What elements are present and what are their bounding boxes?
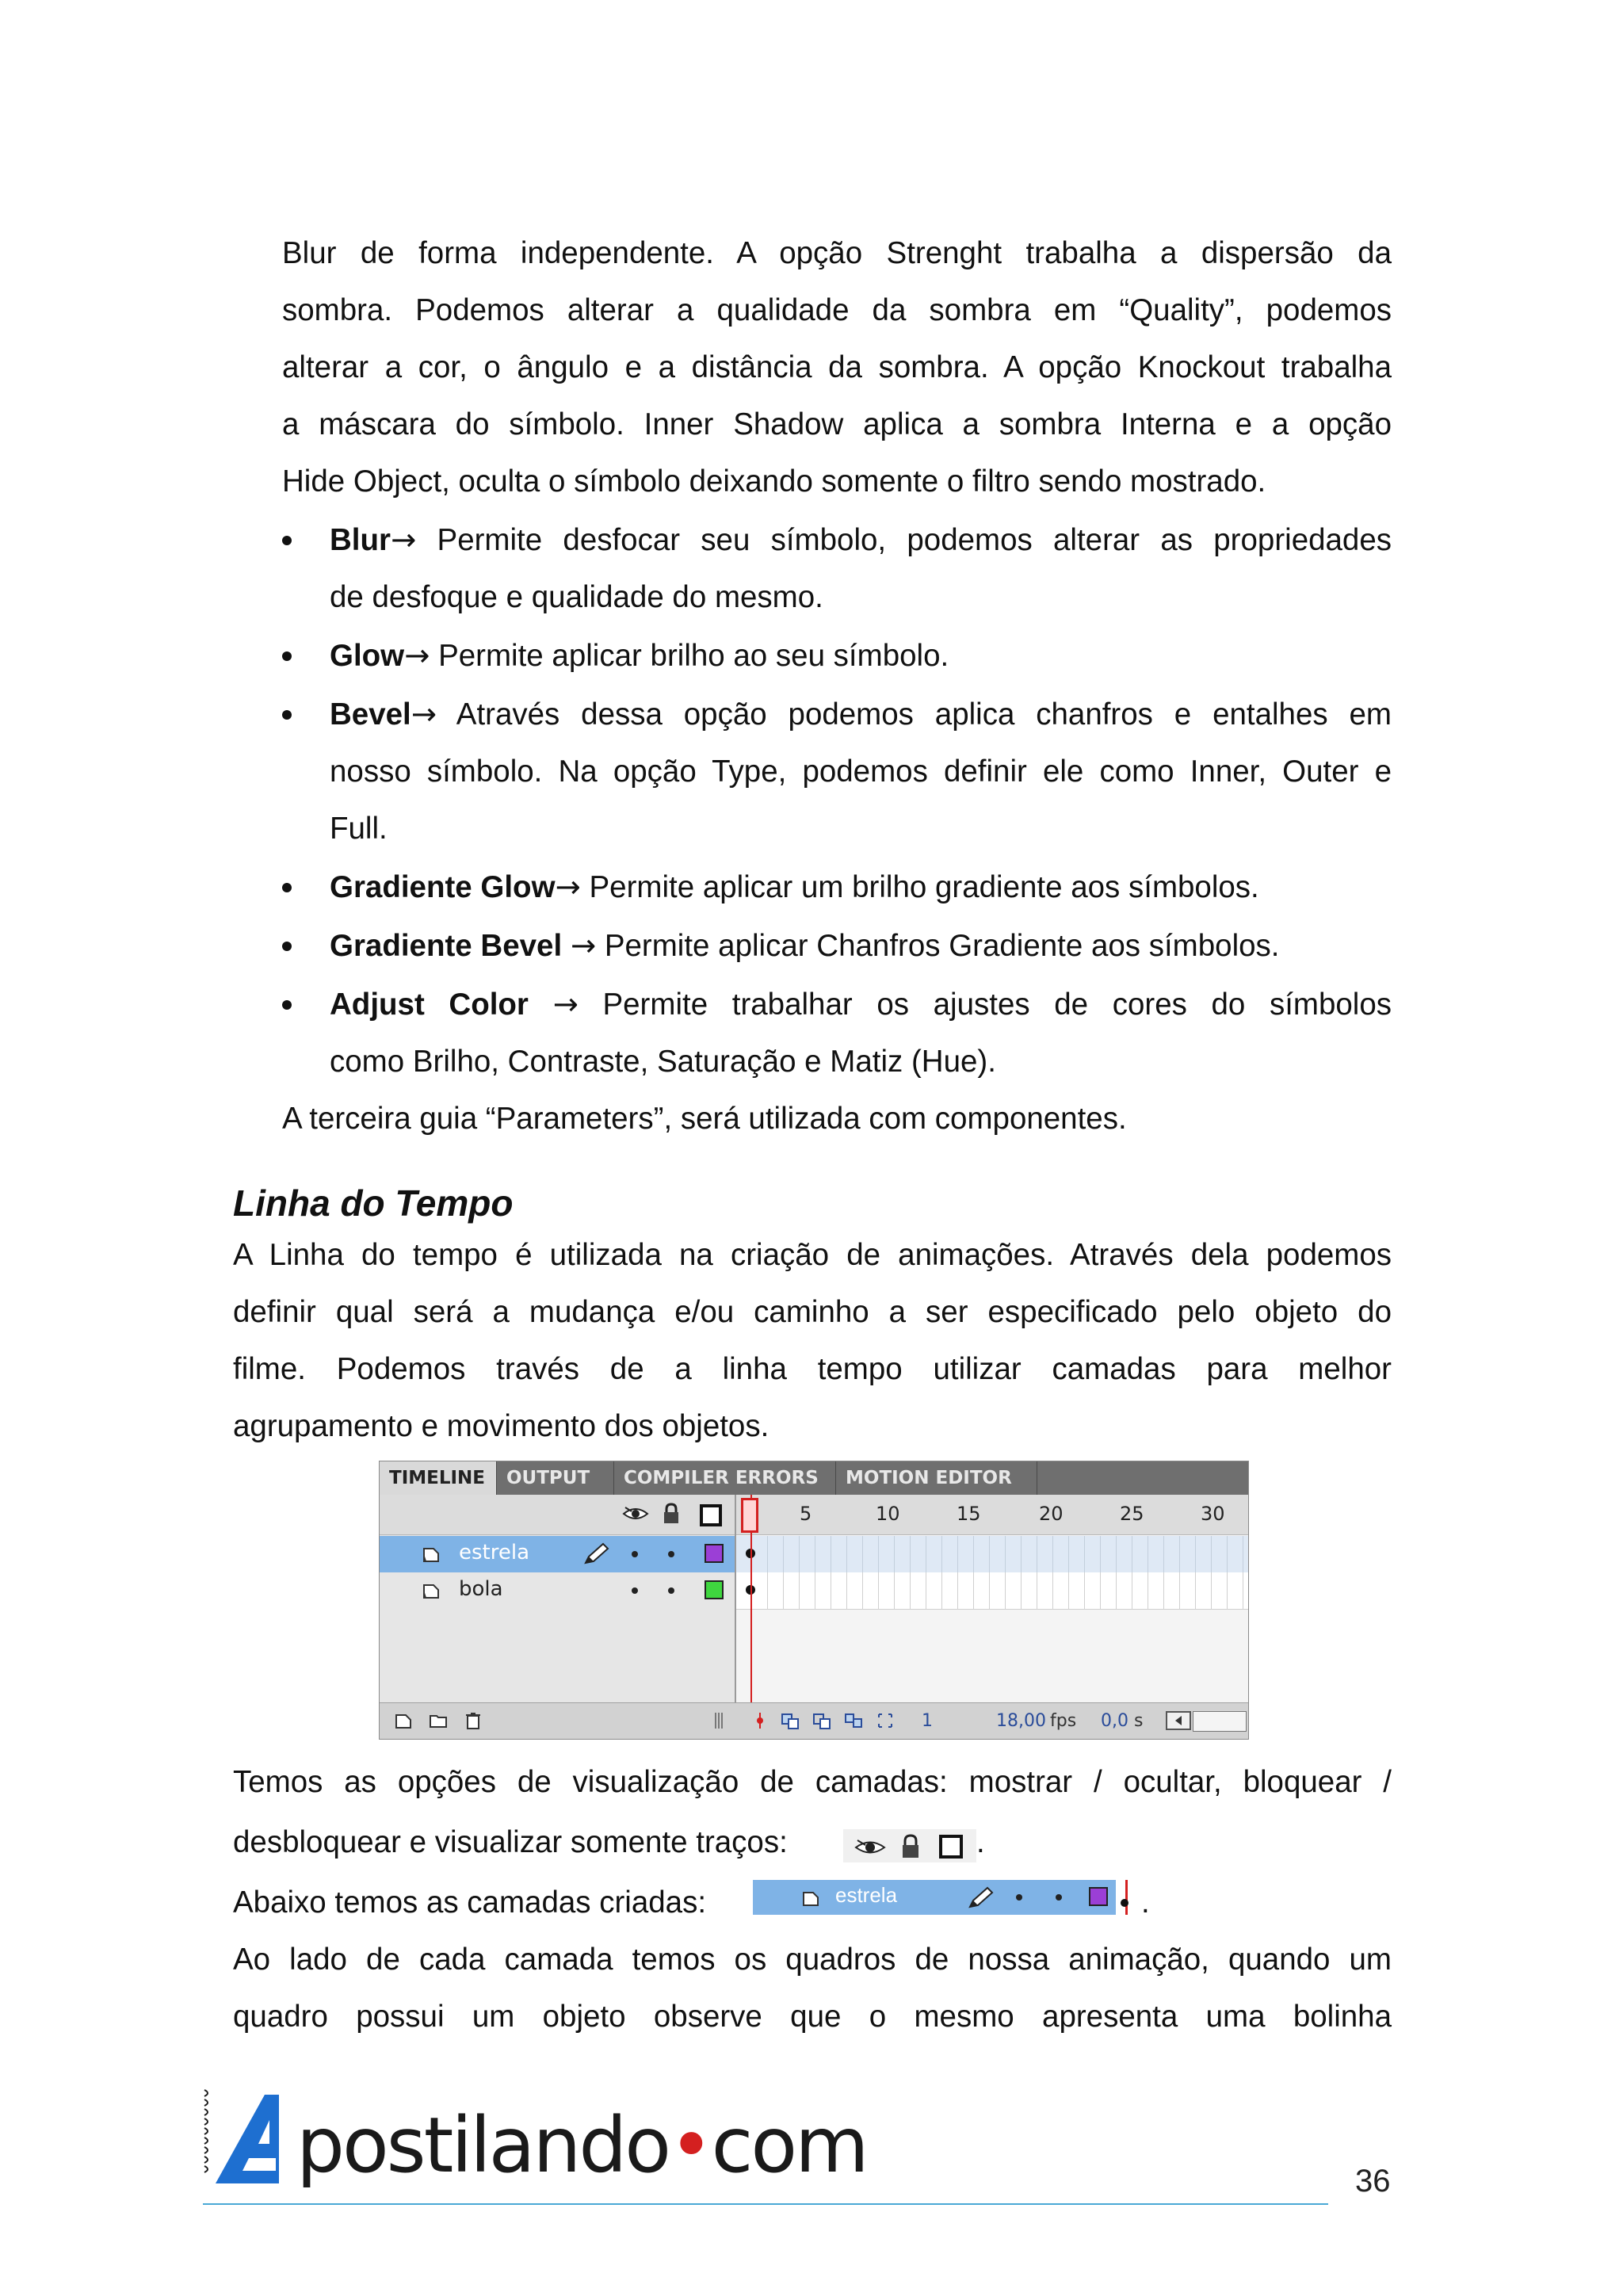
- inline-layer-row: [753, 1880, 1140, 1915]
- layer-color-swatch[interactable]: [705, 1544, 724, 1563]
- layer-color-swatch: [1089, 1887, 1108, 1906]
- layer-color-swatch[interactable]: [705, 1580, 724, 1599]
- edit-multiple-frames-icon[interactable]: [844, 1711, 863, 1730]
- trash-icon[interactable]: [464, 1711, 483, 1730]
- bullet-gradient-bevel: [282, 918, 1392, 975]
- after-line-1: Temos as opções de visualização de camadas: mostrar / ocultar, bloquear /: [233, 1765, 1392, 1799]
- bullet-term: Bevel: [330, 697, 411, 732]
- frame-number: 10: [876, 1503, 900, 1525]
- frame-number: 20: [1039, 1503, 1064, 1525]
- frame-row-estrela[interactable]: [736, 1536, 1248, 1573]
- layer-name: bola: [459, 1577, 503, 1601]
- frame-cell: [1116, 1880, 1140, 1915]
- bullet-line: [330, 686, 1392, 743]
- visibility-dot[interactable]: [632, 1551, 638, 1557]
- tab-timeline[interactable]: TIMELINE: [380, 1461, 497, 1495]
- after-line-5: quadro possui um objeto observe que o mesmo apresenta uma bolinha: [233, 2000, 1392, 2034]
- bullet-line: Full.: [330, 812, 388, 846]
- tab-compiler-errors[interactable]: COMPILER ERRORS: [614, 1461, 836, 1495]
- after-line-2-period: .: [976, 1825, 985, 1859]
- scroll-left-icon[interactable]: [1166, 1711, 1191, 1730]
- postilando-logo: [203, 2088, 867, 2199]
- after-line-2: [233, 1814, 1392, 1871]
- lock-icon: [900, 1834, 921, 1859]
- arrow-icon: →: [552, 987, 579, 1022]
- onion-skin-icon[interactable]: [781, 1711, 800, 1730]
- eye-icon: [854, 1837, 886, 1858]
- layer-icon: [422, 1582, 440, 1599]
- lock-dot[interactable]: [668, 1551, 674, 1557]
- bullet-blur: [282, 512, 1392, 631]
- lock-icon[interactable]: [662, 1503, 681, 1525]
- bullet-desc: Permite aplicar Chanfros Gradiente aos símbolos.: [604, 929, 1280, 963]
- bullet-desc: Permite desfocar seu símbolo, podemos alterar as propriedades: [437, 523, 1392, 557]
- timeline-tabbar: [380, 1461, 1248, 1495]
- bullet-line: [330, 918, 1392, 975]
- frame-number: 5: [800, 1503, 812, 1525]
- intro-line-4: a máscara do símbolo. Inner Shadow aplica a sombra Interna e a opção: [282, 407, 1392, 441]
- outline-icon[interactable]: [700, 1504, 722, 1526]
- playhead-line: [1125, 1880, 1128, 1915]
- after-line-3-text: Abaixo temos as camadas criadas:: [233, 1885, 707, 1920]
- logo-wordmark: [296, 2101, 867, 2190]
- footer-rule: [203, 2203, 1328, 2205]
- section-line-4: agrupamento e movimento dos objetos.: [233, 1409, 769, 1443]
- horizontal-scrollbar[interactable]: [1193, 1711, 1247, 1732]
- bullet-line: [330, 512, 1392, 569]
- visibility-dot: [1016, 1894, 1022, 1901]
- layer-icon: [422, 1545, 440, 1563]
- elapsed-time-value: 0,0: [1101, 1711, 1128, 1731]
- bullet-term: Glow: [330, 639, 405, 673]
- eye-icon[interactable]: [622, 1504, 649, 1523]
- arrow-icon: →: [391, 522, 417, 558]
- after-line-3-period: .: [1141, 1885, 1150, 1920]
- bullet-desc: Permite aplicar brilho ao seu símbolo.: [438, 639, 949, 673]
- bullet-term: Blur: [330, 523, 391, 557]
- bullet-term: Gradiente Glow: [330, 870, 556, 904]
- bullet-line: [330, 976, 1392, 1033]
- bullet-dot: [282, 1000, 292, 1010]
- bullet-dot: [282, 942, 292, 951]
- frame-number: 25: [1120, 1503, 1144, 1525]
- bullet-line: nosso símbolo. Na opção Type, podemos definir ele como Inner, Outer e: [330, 755, 1392, 789]
- center-frame-icon[interactable]: [750, 1711, 769, 1730]
- layer-name: estrela: [835, 1883, 898, 1907]
- bullet-line: [330, 859, 1392, 916]
- bullet-line: de desfoque e qualidade do mesmo.: [330, 580, 823, 614]
- bullet-dot: [282, 710, 292, 720]
- logo-mark-icon: [203, 2088, 290, 2191]
- layer-row-estrela[interactable]: [380, 1536, 735, 1572]
- frame-number: 15: [957, 1503, 981, 1525]
- intro-line-3: alterar a cor, o ângulo e a distância da sombra. A opção Knockout trabalha: [282, 350, 1392, 384]
- arrow-icon: →: [411, 697, 437, 732]
- arrow-icon: →: [570, 928, 597, 964]
- page-number: 36: [1355, 2164, 1391, 2199]
- frame-rate-value[interactable]: 18,00: [996, 1711, 1046, 1731]
- bullet-dot: [282, 536, 292, 545]
- frame-ruler: [736, 1495, 1248, 1535]
- bullet-dot: [282, 651, 292, 661]
- frames-panel: [736, 1495, 1248, 1702]
- intro-line-2: sombra. Podemos alterar a qualidade da sombra em “Quality”, podemos: [282, 293, 1392, 327]
- inline-layer-tools: [843, 1829, 976, 1862]
- logo-text-right: com: [711, 2101, 867, 2190]
- bullet-line: [330, 628, 1392, 685]
- intro-line-1: Blur de forma independente. A opção Strenght trabalha a dispersão da: [282, 236, 1392, 270]
- after-line-4: Ao lado de cada camada temos os quadros de nossa animação, quando um: [233, 1943, 1392, 1977]
- bullet-dot: [282, 883, 292, 892]
- section-line-3: filme. Podemos través de a linha tempo utilizar camadas para melhor: [233, 1352, 1392, 1386]
- visibility-dot[interactable]: [632, 1587, 638, 1594]
- arrow-icon: →: [404, 638, 430, 674]
- section-line-2: definir qual será a mudança e/ou caminho a ser especificado pelo objeto do: [233, 1295, 1392, 1329]
- scroll-handle-icon[interactable]: [711, 1711, 730, 1730]
- keyframe-dot: [1121, 1899, 1128, 1907]
- timeline-footer: [380, 1702, 1248, 1740]
- lock-dot: [1056, 1894, 1062, 1901]
- bullet-desc: Permite aplicar um brilho gradiente aos símbolos.: [589, 870, 1259, 904]
- pencil-icon: [582, 1542, 609, 1566]
- layer-name: estrela: [459, 1541, 530, 1564]
- layer-icon: [802, 1889, 819, 1907]
- bullet-adjust-color: [282, 976, 1392, 1095]
- tab-output[interactable]: OUTPUT: [497, 1461, 614, 1495]
- outline-icon: [938, 1834, 964, 1859]
- logo-text-left: postilando: [296, 2101, 670, 2190]
- bullet-term: Adjust Color: [330, 988, 553, 1022]
- bullet-bevel: [282, 686, 1392, 861]
- playhead[interactable]: [741, 1498, 758, 1533]
- section-line-1: A Linha do tempo é utilizada na criação de animações. Através dela podemos: [233, 1238, 1392, 1272]
- logo-dot-icon: •: [669, 2101, 712, 2190]
- after-line-2-text: desbloquear e visualizar somente traços:: [233, 1825, 788, 1859]
- timeline-panel: [379, 1461, 1249, 1740]
- current-frame: 1: [922, 1711, 933, 1731]
- frame-rate-unit: fps: [1050, 1711, 1077, 1731]
- frame-row-bola[interactable]: [736, 1572, 1248, 1610]
- new-layer-icon[interactable]: [394, 1711, 413, 1730]
- lock-dot[interactable]: [668, 1587, 674, 1594]
- bullet-glow: [282, 628, 1392, 685]
- bullet-gradient-glow: [282, 859, 1392, 916]
- section-heading: Linha do Tempo: [233, 1182, 514, 1224]
- elapsed-time-unit: s: [1134, 1711, 1144, 1731]
- parameters-line: A terceira guia “Parameters”, será utilizada com componentes.: [282, 1102, 1127, 1136]
- layer-header: [380, 1495, 735, 1535]
- tab-motion-editor[interactable]: MOTION EDITOR: [836, 1461, 1037, 1495]
- new-folder-icon[interactable]: [429, 1711, 448, 1730]
- onion-skin-outline-icon[interactable]: [812, 1711, 831, 1730]
- layer-panel: [380, 1495, 736, 1702]
- bullet-term: Gradiente Bevel: [330, 929, 571, 963]
- bullet-line: como Brilho, Contraste, Saturação e Matiz (Hue).: [330, 1045, 996, 1079]
- layer-row-bola[interactable]: [380, 1572, 735, 1609]
- intro-line-5: Hide Object, oculta o símbolo deixando somente o filtro sendo mostrado.: [282, 464, 1266, 499]
- bullet-desc: Através dessa opção podemos aplica chanfros e entalhes em: [456, 697, 1392, 732]
- modify-onion-markers-icon[interactable]: [876, 1711, 895, 1730]
- frame-number: 30: [1201, 1503, 1225, 1525]
- arrow-icon: →: [555, 869, 581, 905]
- pencil-icon: [967, 1886, 994, 1910]
- bullet-desc: Permite trabalhar os ajustes de cores do símbolos: [602, 988, 1392, 1022]
